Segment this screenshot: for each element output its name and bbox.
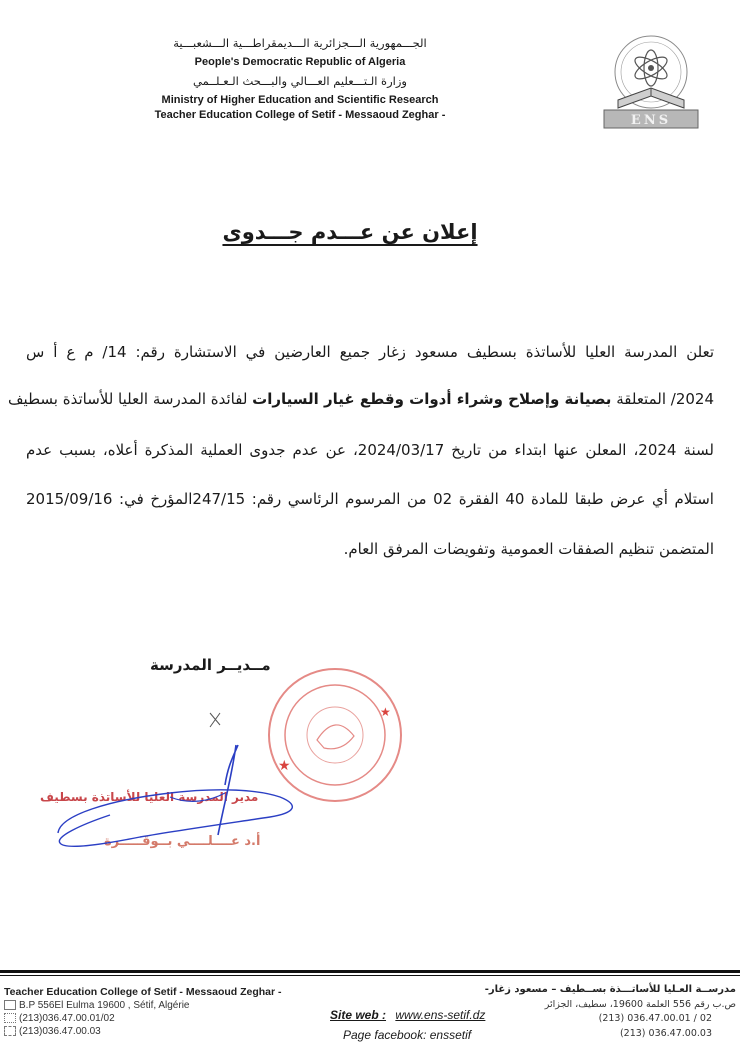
signature-title: مــديــر المدرسة xyxy=(150,656,271,674)
body-line-5: المتضمن تنظيم الصفقات العمومية وتفويضات المرفق العام. xyxy=(343,540,714,558)
body-line-4: استلام أي عرض طبقا للمادة 40 الفقرة 02 من المرسوم الرئاسي رقم: 247/15المؤرخ في: 2015/09/16 xyxy=(26,490,714,508)
footer-address-ar: ص.ب رقم 556 العلمة 19600، سطيف، الجزائر xyxy=(544,999,736,1010)
header-republic-ar: الجـــمهورية الـــجزائرية الـــديمقراطـــية الـــشعبـــية xyxy=(173,36,427,50)
website-link[interactable]: www.ens-setif.dz xyxy=(395,1008,486,1022)
signature-school: مدير المدرسة العليا للأساتذة بسطيف xyxy=(40,790,259,804)
svg-text:★: ★ xyxy=(380,705,391,719)
footer-phone-en: (213)036.47.00.01/02 xyxy=(4,1013,115,1024)
website xyxy=(330,1008,485,1022)
handwritten-signature xyxy=(50,705,350,865)
mail-icon xyxy=(4,1000,16,1010)
logo-text: ENS xyxy=(630,113,672,128)
header-ministry-ar: وزارة الـتـــعليم العـــالي والبـــحث الـعـلــمي xyxy=(193,74,407,88)
body-line-2: 2024/ المتعلقة بصيانة وإصلاح وشراء أدوات وقطع غيار السيارات لفائدة المدرسة العليا للأساتذة بسطيف xyxy=(8,390,714,408)
footer-rule xyxy=(0,970,740,973)
body-line-1: تعلن المدرسة العليا للأساتذة بسطيف مسعود زغار جميع العارضين في الاستشارة رقم: 14/ م ع أ س xyxy=(26,343,714,361)
announcement-title: إعلان عن عـــدم جـــدوى xyxy=(222,220,478,244)
subject-bold: بصيانة وإصلاح وشراء أدوات وقطع غيار السيارات xyxy=(252,390,612,408)
phone-icon xyxy=(4,1013,16,1023)
header-republic-en: People's Democratic Republic of Algeria xyxy=(194,56,406,68)
footer-college-en: Teacher Education College of Setif - Messaoud Zeghar - xyxy=(4,986,282,998)
footer-phone-ar: (213) 036.47.00.01 / 02 xyxy=(598,1013,712,1024)
header-college-en: Teacher Education College of Setif - Messaoud Zeghar - xyxy=(154,109,446,121)
signature-name: أ.د عــــلــــي بــوقـــــرة xyxy=(104,834,261,849)
footer-fax-en: (213)036.47.00.03 xyxy=(4,1026,101,1037)
fax-icon xyxy=(4,1026,16,1036)
svg-text:★: ★ xyxy=(278,758,291,774)
school-logo xyxy=(596,30,706,140)
footer-fax-ar: (213) 036.47.00.03 xyxy=(619,1028,712,1039)
footer-college-ar: مدرســة العـليا للأساتـــذة بســطيف – مسعود زغار- xyxy=(484,984,736,995)
footer-address-en: B.P 556El Eulma 19600 , Sétif, Algérie xyxy=(4,1000,189,1011)
body-line-3: لسنة 2024، المعلن عنها ابتداء من تاريخ 2024/03/17، عن عدم جدوى العملية المذكرة أعلاه، بسبب عدم xyxy=(26,441,714,459)
facebook-page: Page facebook: enssetif xyxy=(343,1028,472,1042)
footer-rule-thin xyxy=(0,975,740,976)
header-ministry-en: Ministry of Higher Education and Scientific Research xyxy=(161,94,439,106)
website-label: Site web : xyxy=(330,1008,387,1022)
